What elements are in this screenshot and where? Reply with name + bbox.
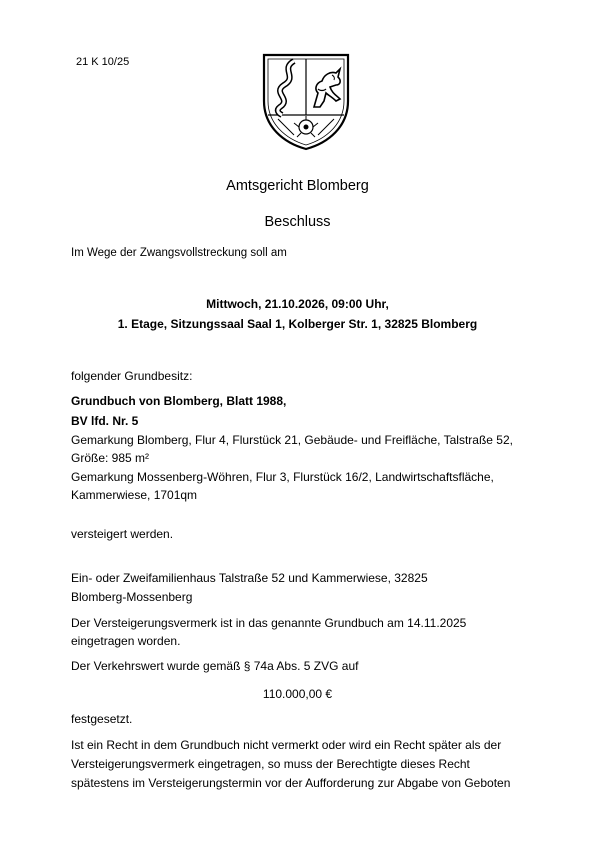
parcel-line: Kammerwiese, 1701qm [71,488,198,502]
parcel-line: Größe: 985 m² [71,451,150,465]
land-register-line: Grundbuch von Blomberg, Blatt 1988, [71,394,287,408]
parcel-line: Gemarkung Mossenberg-Wöhren, Flur 3, Flurstück 16/2, Landwirtschaftsfläche, [71,470,494,484]
register-number-line: BV lfd. Nr. 5 [71,414,139,428]
value-outro: festgesetzt. [71,712,133,726]
rights-notice-line: spätestens im Versteigerungstermin vor der Aufforderung zur Abgabe von Geboten [71,776,511,790]
auction-location: 1. Etage, Sitzungssaal Saal 1, Kolberger Str. 1, 32825 Blomberg [117,317,478,331]
market-value-amount: 110.000,00 € [262,687,333,701]
case-number: 21 K 10/25 [76,56,130,68]
rights-notice-line: Ist ein Recht in dem Grundbuch nicht vermerkt oder wird ein Recht später als der [71,738,502,752]
object-description-line: Ein- oder Zweifamilienhaus Talstraße 52 und Kammerwiese, 32825 [71,571,428,585]
document-type-title: Beschluss [264,214,331,230]
intro-text: Im Wege der Zwangsvollstreckung soll am [71,247,287,259]
object-description-line: Blomberg-Mossenberg [71,590,193,604]
property-intro: folgender Grundbesitz: [71,369,193,383]
coat-of-arms-seal [258,49,354,153]
auction-phrase: versteigert werden. [71,527,174,541]
registration-note-line: eingetragen worden. [71,634,181,648]
court-name: Amtsgericht Blomberg [226,178,369,194]
value-intro: Der Verkehrswert wurde gemäß § 74a Abs. 5 ZVG auf [71,659,359,673]
registration-note-line: Der Versteigerungsvermerk ist in das genannte Grundbuch am 14.11.2025 [71,616,467,630]
rights-notice-line: Versteigerungsvermerk eingetragen, so muss der Berechtigte dieses Recht [71,757,470,771]
auction-date: Mittwoch, 21.10.2026, 09:00 Uhr, [206,297,389,311]
parcel-line: Gemarkung Blomberg, Flur 4, Flurstück 21, Gebäude- und Freifläche, Talstraße 52, [71,433,513,447]
